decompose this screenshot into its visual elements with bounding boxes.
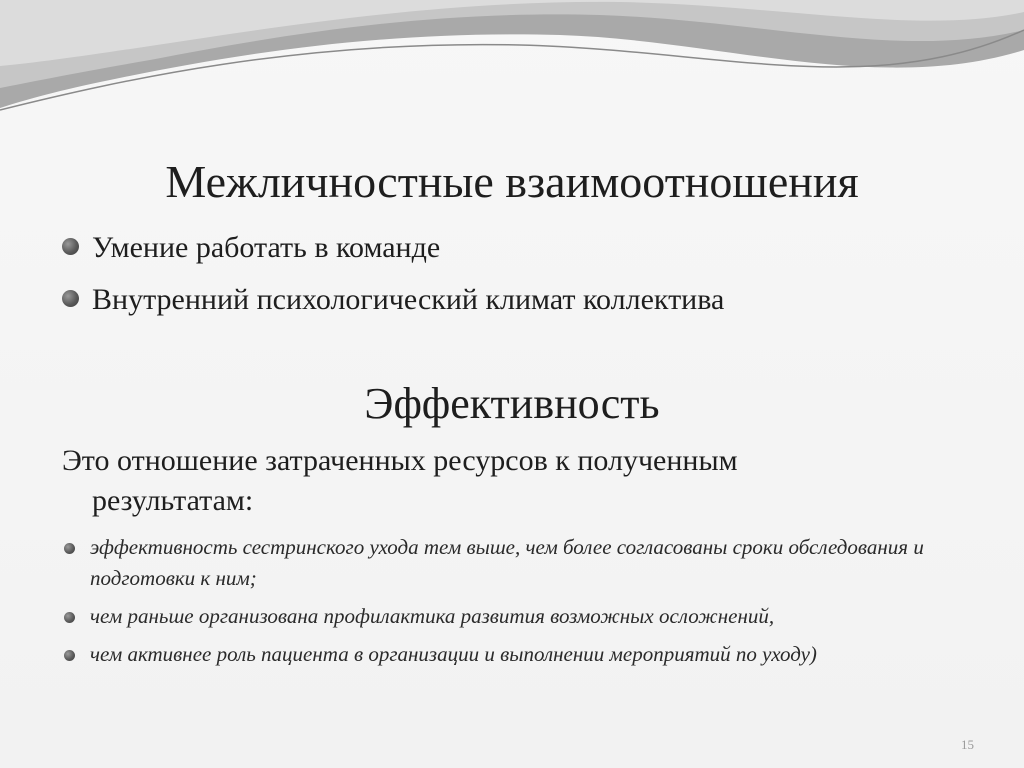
list-item [62, 222, 982, 274]
sub-bullet-list [62, 532, 982, 677]
sub-bullet-text: эффективность сестринского ухода тем выше, чем более согласованы сроки обследования и подготовки к ним; [90, 535, 924, 590]
list-item [62, 274, 982, 326]
bullet-text: Умение работать в команде [92, 231, 441, 264]
bullet-text: Внутренний психологический климат коллектива [92, 283, 725, 316]
bullet-dot-icon [62, 238, 79, 255]
list-item [62, 639, 982, 670]
sub-bullet-text: чем активнее роль пациента в организации и выполнении мероприятий по уходу) [90, 642, 817, 666]
bullet-dot-icon [64, 612, 75, 623]
section-subtitle: Эффективность [364, 379, 660, 428]
definition-text [62, 441, 962, 521]
decorative-wave-header [0, 0, 1024, 130]
definition-line: Это отношение затраченных ресурсов к полученным [62, 444, 738, 477]
bullet-dot-icon [62, 290, 79, 307]
slide-title: Межличностные взаимоотношения [165, 156, 859, 207]
main-bullet-list [62, 222, 982, 326]
list-item [62, 532, 982, 594]
definition-line: результатам: [92, 484, 254, 517]
page-number: 15 [961, 737, 974, 752]
bullet-dot-icon [64, 650, 75, 661]
bullet-dot-icon [64, 543, 75, 554]
sub-bullet-text: чем раньше организована профилактика развития возможных осложнений, [90, 604, 775, 628]
list-item [62, 601, 982, 632]
